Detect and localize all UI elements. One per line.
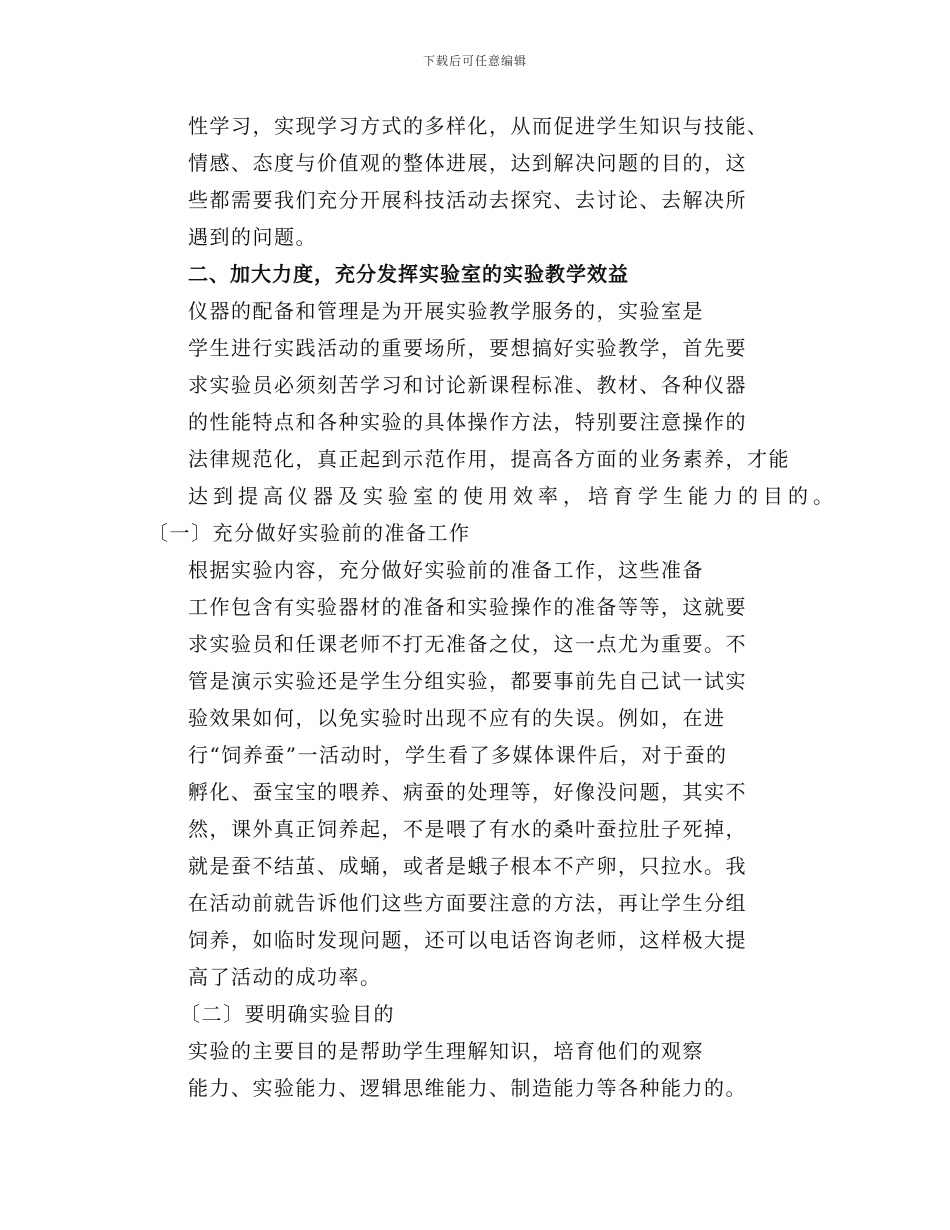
body-line: 求实验员必须刻苦学习和讨论新课程标准、教材、各种仪器 bbox=[188, 373, 747, 397]
body-line: 达到提高仪器及实验室的使用效率，培育学生能力的目的。 bbox=[188, 484, 838, 508]
body-line: 性学习，实现学习方式的多样化，从而促进学生知识与技能、 bbox=[188, 114, 769, 138]
body-line: 仪器的配备和管理是为开展实验教学服务的，实验室是 bbox=[188, 299, 704, 323]
body-line: 孵化、蚕宝宝的喂养、病蚕的处理等，好像没问题，其实不 bbox=[188, 780, 747, 804]
body-line: 遇到的问题。 bbox=[188, 225, 317, 249]
body-line: 些都需要我们充分开展科技活动去探究、去讨论、去解决所 bbox=[188, 188, 747, 212]
body-line: 根据实验内容，充分做好实验前的准备工作，这些准备 bbox=[188, 558, 704, 582]
body-line: 高了活动的成功率。 bbox=[188, 965, 382, 989]
page-header-note: 下载后可任意编辑 bbox=[422, 54, 527, 68]
body-line: 行“饲养蚕”一活动时，学生看了多媒体课件后，对于蚕的 bbox=[188, 743, 728, 767]
subsection-heading: 〔一〕充分做好实验前的准备工作 bbox=[148, 521, 471, 545]
subsection-heading: 〔二〕要明确实验目的 bbox=[180, 1002, 395, 1026]
body-line: 实验的主要目的是帮助学生理解知识，培育他们的观察 bbox=[188, 1039, 704, 1063]
body-line: 在活动前就告诉他们这些方面要注意的方法，再让学生分组 bbox=[188, 891, 747, 915]
body-line: 的性能特点和各种实验的具体操作方法，特别要注意操作的 bbox=[188, 410, 747, 434]
body-line: 就是蚕不结茧、成蛹，或者是蛾子根本不产卵，只拉水。我 bbox=[188, 854, 747, 878]
body-line: 求实验员和任课老师不打无准备之仗，这一点尤为重要。不 bbox=[188, 632, 747, 656]
body-line: 能力、实验能力、逻辑思维能力、制造能力等各种能力的。 bbox=[188, 1076, 747, 1100]
section-heading: 二、加大力度，充分发挥实验室的实验教学效益 bbox=[188, 262, 629, 286]
body-line: 管是演示实验还是学生分组实验，都要事前先自己试一试实 bbox=[188, 669, 747, 693]
body-line: 法律规范化，真正起到示范作用，提高各方面的业务素养，才能 bbox=[188, 447, 790, 471]
body-line: 学生进行实践活动的重要场所，要想搞好实验教学，首先要 bbox=[188, 336, 747, 360]
body-line: 饲养，如临时发现问题，还可以电话咨询老师，这样极大提 bbox=[188, 928, 747, 952]
body-line: 验效果如何，以免实验时出现不应有的失误。例如，在进 bbox=[188, 706, 726, 730]
body-line: 工作包含有实验器材的准备和实验操作的准备等等，这就要 bbox=[188, 595, 747, 619]
body-line: 然，课外真正饲养起，不是喂了有水的桑叶蚕拉肚子死掉， bbox=[188, 817, 747, 841]
body-line: 情感、态度与价值观的整体进展，达到解决问题的目的，这 bbox=[188, 151, 747, 175]
